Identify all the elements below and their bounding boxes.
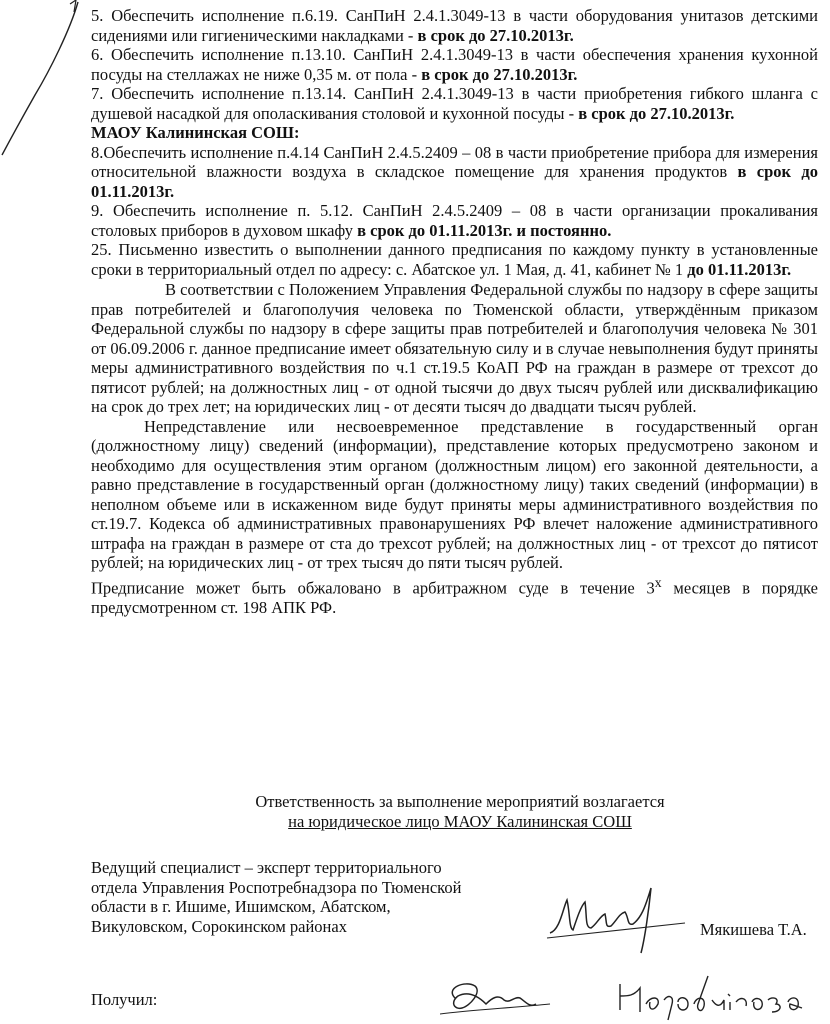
legal-paragraph-penalties: В соответствии с Положением Управления Федеральной службы по надзору в сфере защиты прав потребителей и благополучия человека по Тюменской области, утверждённым приказом Федеральной службы по надзору в сфере защиты прав потребителей и благополучия человека № 301 от 06.09.2006 г. данное предписание имеет обязательную силу и в случае невыполнения будут приняты меры административного воздействия по ч.1 ст.19.5 КоАП РФ на граждан в размере от трехсот до пятисот рублей; на должностных лиц - от одной тысячи до двух тысяч рублей или дисквалификацию на срок до трех лет; на юридических лиц - от десяти тысяч до двадцати тысяч рублей.: [91, 280, 818, 416]
deadline: в срок до 27.10.2013г.: [417, 25, 574, 45]
deadline: в срок до 27.10.2013г.: [578, 103, 735, 123]
prescription-item: 6. Обеспечить исполнение п.13.10. СанПиН 2.4.1.3049-13 в части обеспечения хранения кухонной посуды на стеллажах не ниже 0,35 м. от пола - в срок до 27.10.2013г.: [91, 45, 818, 84]
prescription-item: 5. Обеспечить исполнение п.6.19. СанПиН 2.4.1.3049-13 в части оборудования унитазов детскими сидениями или гигиеническими накладками - в срок до 27.10.2013г.: [91, 6, 818, 45]
deadline: в срок до 01.11.2013г.: [91, 162, 818, 201]
margin-pen-stroke: [0, 0, 90, 160]
deadline: в срок до 27.10.2013г.: [421, 64, 578, 84]
prescription-item: 8.Обеспечить исполнение п.4.14 СанПиН 2.4.5.2409 – 08 в части приобретение прибора для измерения относительной влажности воздуха в складское помещение для хранения продуктов в срок до 01.11.2013г.: [91, 142, 818, 201]
signer-position: Ведущий специалист – эксперт территориального отдела Управления Роспотребнадзора по Тюменской области в г. Ишиме, Ишимском, Абатском, Викуловском, Сорокинском районах: [91, 858, 462, 936]
specialist-signature: [545, 878, 695, 958]
received-label: Получил:: [91, 990, 158, 1009]
responsibility-block: [150, 792, 770, 831]
org-heading: МАОУ Калининская СОШ:: [91, 123, 300, 142]
deadline: до 01.11.2013г.: [687, 259, 792, 279]
deadline: в срок до 01.11.2013г. и постоянно.: [357, 220, 612, 240]
appeal-paragraph: Предписание может быть обжаловано в арбитражном суде в течение $3^х$ месяцев в порядке предусмотренном ст. 198 АПК РФ.: [91, 574, 818, 617]
recipient-signature: [440, 968, 560, 1024]
responsible-entity: на юридическое лицо МАОУ Калининская СОШ: [288, 811, 632, 831]
notification-item: 25. Письменно известить о выполнении данного предписания по каждому пункту в установленные сроки в территориальный отдел по адресу: с. Абатское ул. 1 Мая, д. 41, кабинет № 1 до 01.11.2013г.: [91, 240, 818, 279]
legal-paragraph-non-submission: Непредставление или несвоевременное представление в государственный орган (должностному лицу) сведений (информации), представление которых предусмотрено законом и необходимо для осуществления этим органом (должностным лицом) его законной деятельности, а равно представление в государственный орган (должностному лицу) таких сведений (информации) в неполном объеме или в искаженном виде будут приняты меры административного воздействия по ст.19.7. Кодекса об административных правонарушениях РФ влечет наложение административного штрафа на граждан в размере от ста до трехсот рублей; на должностных лиц - от трехсот до пятисот рублей; на юридических лиц - от трех тысяч до пяти тысяч рублей.: [91, 416, 818, 572]
prescription-item: 9. Обеспечить исполнение п. 5.12. СанПиН 2.4.5.2409 – 08 в части организации прокаливания столовых приборов в духовом шкафу в срок до 01.11.2013г. и постоянно.: [91, 201, 818, 240]
handwritten-recipient-name: [612, 966, 822, 1024]
responsibility-line: Ответственность за выполнение мероприятий возлагается: [255, 792, 665, 811]
signer-name: Мякишева Т.А.: [700, 920, 807, 939]
prescription-item: 7. Обеспечить исполнение п.13.14. СанПиН 2.4.1.3049-13 в части приобретения гибкого шланга с душевой насадкой для ополаскивания столовой и кухонной посуды - в срок до 27.10.2013г.: [91, 84, 818, 123]
document-body: [91, 6, 818, 617]
